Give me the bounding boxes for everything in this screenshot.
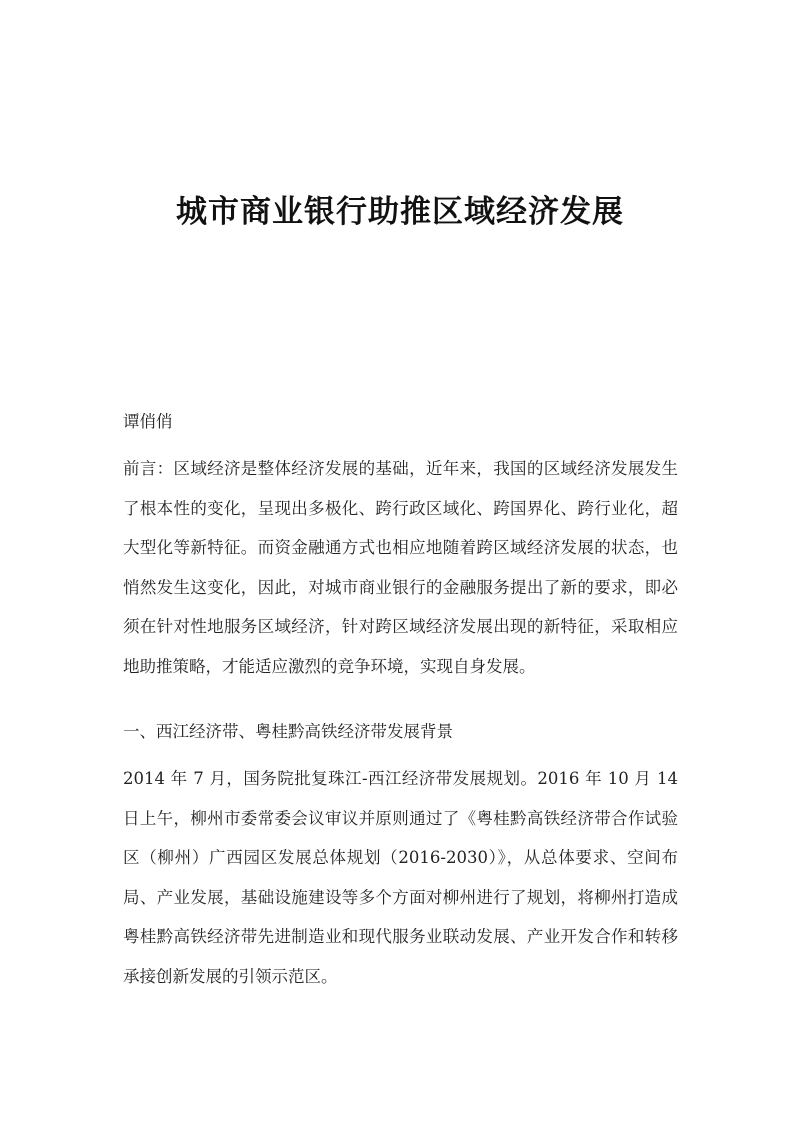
section-heading: 一、西江经济带、粤桂黔高铁经济带发展背景 bbox=[123, 722, 453, 741]
document-title: 城市商业银行助推区域经济发展 bbox=[176, 194, 624, 230]
preface-paragraph: 前言：区域经济是整体经济发展的基础，近年来，我国的区域经济发展发生了根本性的变化，呈现出多极化、跨行政区域化、跨国界化、跨行业化，超大型化等新特征。而资金融通方式也相应地随着跨区域经济发展的状态，也悄然发生这变化，因此，对城市商业银行的金融服务提出了新的要求，即必须在针对性地服务区域经济，针对跨区域经济发展出现的新特征，采取相应地助推策略，才能适应激烈的竞争环境，实现自身发展。 bbox=[123, 459, 678, 676]
author-name: 谭俏俏 bbox=[123, 412, 173, 431]
section-body-paragraph: 2014 年 7 月，国务院批复珠江-西江经济带发展规划。2016 年 10 月 14 日上午，柳州市委常委会议审议并原则通过了《粤桂黔高铁经济带合作试验区（柳州）广西园区发展总体规划（2016-2030）》，从总体要求、空间布局、产业发展，基础设施建设等多个方面对柳州进行了规划，将柳州打造成粤桂黔高铁经济带先进制造业和现代服务业联动发展、产业开发合作和转移承接创新发展的引领示范区。 bbox=[123, 769, 678, 986]
